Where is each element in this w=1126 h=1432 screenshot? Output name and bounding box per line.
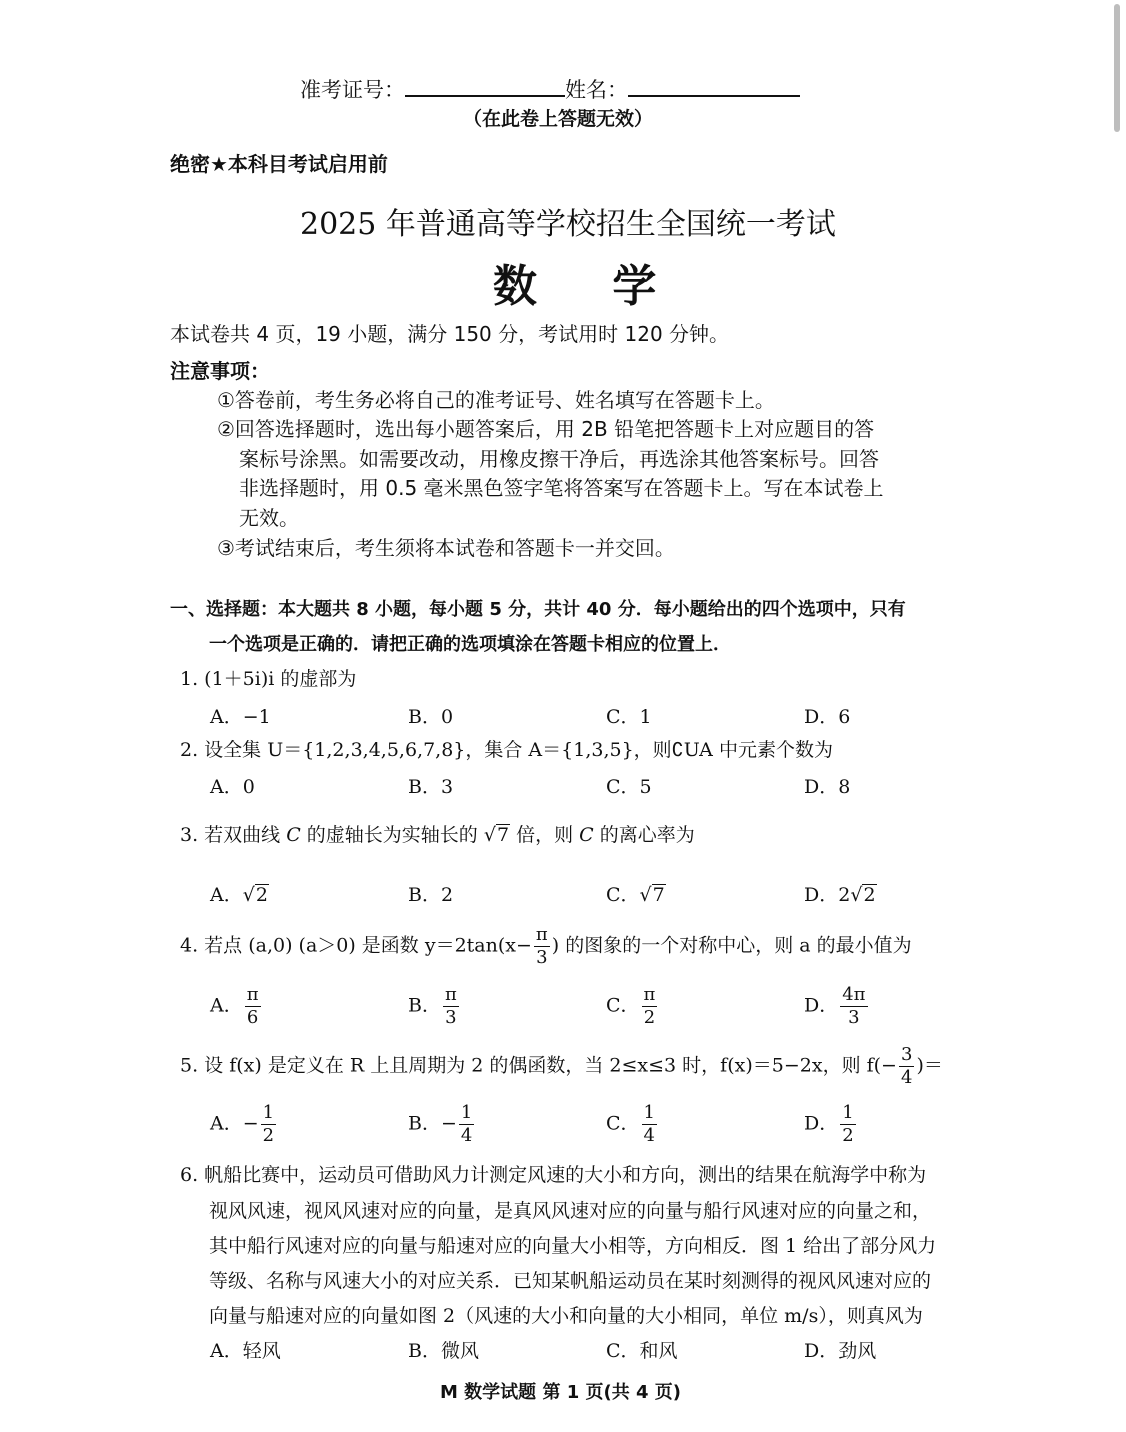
q5-option-c: C． $\frac{1}{4}$ — [606, 1102, 655, 1146]
note-2-line-4: 无效。 — [239, 506, 299, 530]
q5-stem-pre: 5. 设 f(x) 是定义在 R 上且周期为 2 的偶函数，当 2≤x≤3 时，f(x)＝5−2x，则 f(− — [180, 1054, 897, 1077]
q6-option-c: C．和风 — [606, 1340, 678, 1362]
q2-option-a: A．0 — [210, 776, 255, 798]
notes-heading: 注意事项： — [170, 359, 270, 383]
secret-label: 绝密★本科目考试启用前 — [170, 152, 388, 176]
q3-stem-post: 的离心率为 — [593, 824, 695, 846]
q5-option-b: B．− $\frac{1}{4}$ — [408, 1102, 473, 1146]
scrollbar[interactable] — [1112, 0, 1122, 140]
q3-option-c: C．√7 — [606, 884, 665, 906]
q5-option-d: D． $\frac{1}{2}$ — [804, 1102, 854, 1146]
name-label: 姓名： — [565, 78, 628, 102]
id-line — [300, 74, 800, 104]
q6-option-b: B．微风 — [408, 1340, 479, 1362]
q1-stem: 1. (1＋5i)i 的虚部为 — [180, 668, 357, 690]
q4-stem — [180, 926, 912, 967]
note-2-line-2: 案标号涂黑。如需要改动，用橡皮擦干净后，再选涂其他答案标号。回答 — [239, 447, 879, 471]
q3-var-c-2: C — [579, 824, 594, 846]
id-blank — [405, 89, 565, 97]
q5-stem — [180, 1046, 943, 1087]
section1-line-2: 一个选项是正确的．请把正确的选项填涂在答题卡相应的位置上． — [209, 634, 731, 655]
q1-option-d: D．6 — [804, 706, 851, 728]
section1-line-1: 一、选择题：本大题共 8 小题，每小题 5 分，共计 40 分．每小题给出的四个选项中，只有 — [170, 599, 906, 620]
q4-stem-post: ) 的图象的一个对称中心，则 a 的最小值为 — [551, 934, 912, 957]
q4-option-d: D． $\frac{4\pi}{3}$ — [804, 984, 866, 1028]
q3-option-b: B．2 — [408, 884, 454, 906]
q3-var-c: C — [286, 824, 301, 846]
q1-option-b: B．0 — [408, 706, 454, 728]
q6-line-4: 等级、名称与风速大小的对应关系．已知某帆船运动员在某时刻测得的视风风速对应的 — [209, 1270, 932, 1292]
name-blank — [628, 89, 800, 97]
q2-option-c: C．5 — [606, 776, 652, 798]
q3-option-d: D．2√2 — [804, 884, 876, 906]
q3-stem-pre: 3. 若双曲线 — [180, 824, 287, 846]
note-3: ③考试结束后，考生须将本试卷和答题卡一并交回。 — [217, 536, 675, 560]
q6-line-3: 其中船行风速对应的向量与船速对应的向量大小相等，方向相反．图 1 给出了部分风力 — [209, 1235, 937, 1257]
q3-sqrt-7: √7 — [483, 824, 510, 846]
q6-option-d: D．劲风 — [804, 1340, 877, 1362]
q6-line-5: 向量与船速对应的向量如图 2（风速的大小和向量的大小相同，单位 m/s），则真风为 — [209, 1305, 923, 1327]
note-1: ①答卷前，考生务必将自己的准考证号、姓名填写在答题卡上。 — [217, 388, 775, 412]
q5-stem-post: )＝ — [916, 1054, 943, 1077]
q2-option-d: D．8 — [804, 776, 851, 798]
q2-stem: 2. 设全集 U＝{1,2,3,4,5,6,7,8}，集合 A＝{1,3,5}，则∁UA 中元素个数为 — [180, 739, 833, 761]
q4-option-a: A． $\frac{\pi}{6}$ — [210, 984, 259, 1028]
q5-option-a: A．− $\frac{1}{2}$ — [210, 1102, 275, 1146]
q6-option-a: A．轻风 — [210, 1340, 281, 1362]
q4-frac-pi-3: $\frac{\pi}{3}$ — [535, 924, 548, 968]
subject-title: 数 学 — [493, 261, 687, 312]
invalid-note: （在此卷上答题无效） — [463, 108, 654, 130]
scrollbar-thumb[interactable] — [1114, 4, 1120, 132]
intro-text: 本试卷共 4 页，19 小题，满分 150 分，考试用时 120 分钟。 — [170, 322, 730, 346]
q1-option-a: A．−1 — [210, 706, 271, 728]
q3-stem-mid2: 倍，则 — [510, 824, 580, 846]
exam-title: 2025 年普通高等学校招生全国统一考试 — [300, 207, 836, 242]
q3-option-a: A．√2 — [210, 884, 268, 906]
q4-option-c: C． $\frac{\pi}{2}$ — [606, 984, 656, 1028]
q6-line-2: 视风风速，视风风速对应的向量，是真风风速对应的向量与船行风速对应的向量之和， — [209, 1200, 932, 1222]
q1-option-c: C．1 — [606, 706, 652, 728]
q6-line-1: 6. 帆船比赛中，运动员可借助风力计测定风速的大小和方向，测出的结果在航海学中称为 — [180, 1164, 927, 1186]
q3-stem — [180, 820, 695, 847]
id-label: 准考证号： — [300, 78, 405, 102]
q5-frac-3-4: $\frac{3}{4}$ — [900, 1044, 913, 1088]
q2-option-b: B．3 — [408, 776, 454, 798]
note-2-line-3: 非选择题时，用 0.5 毫米黑色签字笔将答案写在答题卡上。写在本试卷上 — [239, 476, 884, 500]
q4-stem-pre: 4. 若点 (a,0) (a＞0) 是函数 y＝2tan(x− — [180, 934, 532, 957]
q3-stem-mid: 的虚轴长为实轴长的 — [300, 824, 484, 846]
q4-option-b: B． $\frac{\pi}{3}$ — [408, 984, 457, 1028]
note-2-line-1: ②回答选择题时，选出每小题答案后，用 2B 铅笔把答题卡上对应题目的答 — [217, 417, 875, 441]
page-footer: M 数学试题 第 1 页(共 4 页) — [440, 1382, 682, 1403]
